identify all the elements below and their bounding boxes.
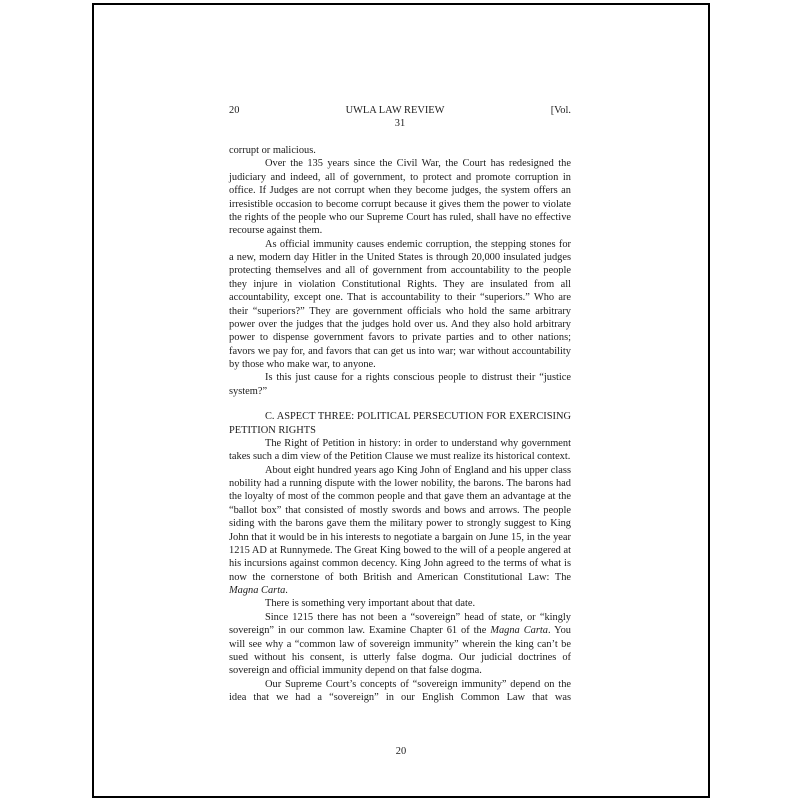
text-run: The Right of Petition in history: in order to understand why government takes such a dim view of the Petition Clause we must realize its historical context. xyxy=(229,437,571,463)
header-volume-prefix: [Vol. xyxy=(550,105,571,116)
header-row xyxy=(229,104,571,117)
footer-page-number: 20 xyxy=(395,746,407,757)
page-footer xyxy=(94,745,708,758)
text-run: About eight hundred years ago King John of England and his upper class nobility had a running dispute with the lower nobility, the barons. The barons had the loyalty of most of the common people and that gave them an advantage at the “ballot box” that consisted of mostly swords and bows and arrows. The people siding with the barons gave them the military power to strongly suggest to King John that it would be in his interests to negotiate a bargain on June 15, in the year 1215 AD at Runnymede. The Great King bowed to the will of a people angered at his incursions against common decency. King John agreed to the terms of what is now the cornerstone of both British and American Constitutional Law: The xyxy=(229,464,571,583)
paragraph xyxy=(229,597,571,610)
text-run: C. ASPECT THREE: POLITICAL PERSECUTION FOR EXERCISING PETITION RIGHTS xyxy=(229,411,571,436)
text-run: . xyxy=(285,585,288,596)
header-journal-title: UWLA LAW REVIEW xyxy=(345,105,445,116)
text-run: Over the 135 years since the Civil War, the Court has redesigned the judiciary and indeed, all of government, to protect and promote corruption in office. If Judges are not corrupt when they become judges, the system offers an irresistible occasion to become corrupt because it gives them the power to violate the rights of the people who our Supreme Court has ruled, shall have no effective recourse against them. xyxy=(229,158,571,237)
paragraph xyxy=(229,678,571,705)
paragraph xyxy=(229,144,571,157)
text-run: Since 1215 there has not been a “sovereign” head of state, or “kingly sovereign” in our common law. Examine Chapter 61 of the xyxy=(229,611,571,637)
document-page xyxy=(92,3,710,798)
paragraph xyxy=(229,238,571,372)
text-run: Our Supreme Court’s concepts of “sovereign immunity” depend on the idea that we had a “sovereign” in our English Common Law that was xyxy=(229,678,571,703)
page-header xyxy=(229,104,571,131)
paragraph xyxy=(229,437,571,464)
text-run: . You will see why a “common law of sovereign immunity” wherein the king can’t be sued without his consent, is utterly false dogma. Our judicial doctrines of sovereign and official immunity depend on that false dogma. xyxy=(229,625,571,677)
paragraph xyxy=(229,611,571,678)
header-volume-number: 31 xyxy=(394,118,406,130)
paragraph xyxy=(229,157,571,237)
text-run: There is something very important about that date. xyxy=(265,598,476,610)
italic-text-run: Magna Carta xyxy=(490,625,548,637)
paragraph xyxy=(229,371,571,398)
document-body xyxy=(229,144,571,704)
text-run: Is this just cause for a rights conscious people to distrust their “justice system?” xyxy=(229,372,571,397)
paragraph xyxy=(229,464,571,598)
header-page-number: 20 xyxy=(229,105,240,116)
section-heading xyxy=(229,410,571,437)
text-run: corrupt or malicious. xyxy=(229,145,316,156)
italic-text-run: Magna Carta xyxy=(229,585,286,596)
text-run: As official immunity causes endemic corruption, the stepping stones for a new, modern day Hitler in the United States is through 20,000 insulated judges protecting themselves and all of government from accountability to the people they injure in violation Constitutional Rights. They are insulated from all accountability, except one. That is accountability to their “superiors.” Who are their “superiors?” They are government officials who hold the same arbitrary power over the judges that the judges hold over us. And they also hold arbitrary power to dispense government favors to private parties and to other nations; favors we pay for, and favors that can get us into war; war without accountability by those who make war, to anyone. xyxy=(229,238,571,370)
